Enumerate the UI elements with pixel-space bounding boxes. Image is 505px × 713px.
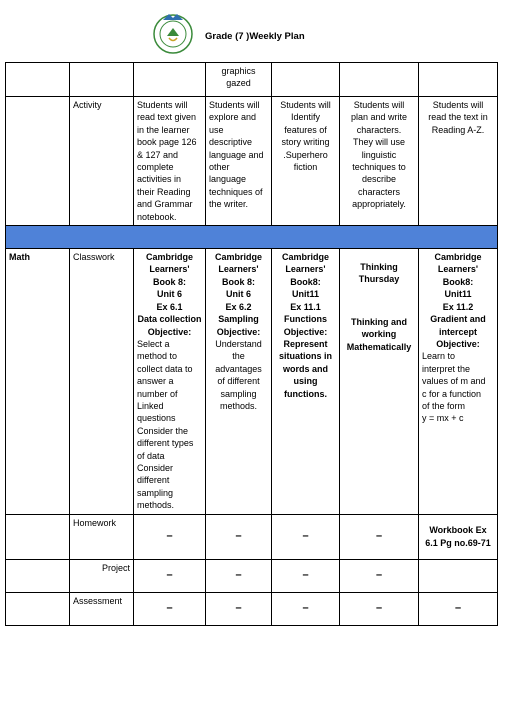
table-row-assessment: Assessment – – – – – [6, 592, 498, 625]
activity-c1: Students will read text given in the learner book page 126 & 127 and complete activities in their Reading and Grammar notebook. [134, 97, 206, 226]
weekly-plan-table [5, 62, 498, 626]
page-title: Grade (7 )Weekly Plan [205, 31, 305, 42]
activity-c4: Students will plan and write characters. They will use linguistic techniques to describe characters appropriately. [340, 97, 419, 226]
table-row-continued [6, 63, 498, 97]
row-label-project: Project [70, 559, 134, 592]
row-label-activity: Activity [70, 97, 134, 226]
table-row-project: Project – – – – [6, 559, 498, 592]
classwork-c3: Cambridge Learners' Book8: Unit11 Ex 11.1 Functions Objective: Represent situations in words and using functions. [272, 249, 340, 515]
classwork-c4: Thinking Thursday Thinking and working Mathematically [340, 249, 419, 515]
homework-c5: Workbook Ex 6.1 Pg no.69-71 [419, 514, 498, 559]
classwork-c5: Cambridge Learners' Book8: Unit11 Ex 11.2 Gradient and intercept Objective: Learn to interpret the values of m and c for a function of the form y = mx + c [419, 249, 498, 515]
table-row-classwork [6, 249, 498, 515]
cell-top-c1 [134, 63, 206, 97]
row-label-assessment: Assessment [70, 592, 134, 625]
classwork-c1: Cambridge Learners' Book 8: Unit 6 Ex 6.1 Data collection Objective: Select a method to collect data to answer a number of Linked questions Consider the different types of data Consider different sampling methods. [134, 249, 206, 515]
activity-c2: Students will explore and use descriptive language and other language techniques of the writer. [206, 97, 272, 226]
cell-top-c3: graphics gazed [206, 63, 272, 97]
table-row-activity [6, 97, 498, 226]
row-label-homework: Homework [70, 514, 134, 559]
subject-math: Math [6, 249, 70, 515]
row-label-classwork: Classwork [70, 249, 134, 515]
table-row-homework: Homework – – – – Workbook Ex 6.1 Pg no.69-71 [6, 514, 498, 559]
school-logo [150, 10, 196, 56]
activity-c3: Students will Identify features of story writing .Superhero fiction [272, 97, 340, 226]
activity-c5: Students will read the text in Reading A-Z. [419, 97, 498, 226]
classwork-c2: Cambridge Learners' Book 8: Unit 6 Ex 6.2 Sampling Objective: Understand the advantages of different sampling methods. [206, 249, 272, 515]
section-separator [6, 226, 498, 249]
